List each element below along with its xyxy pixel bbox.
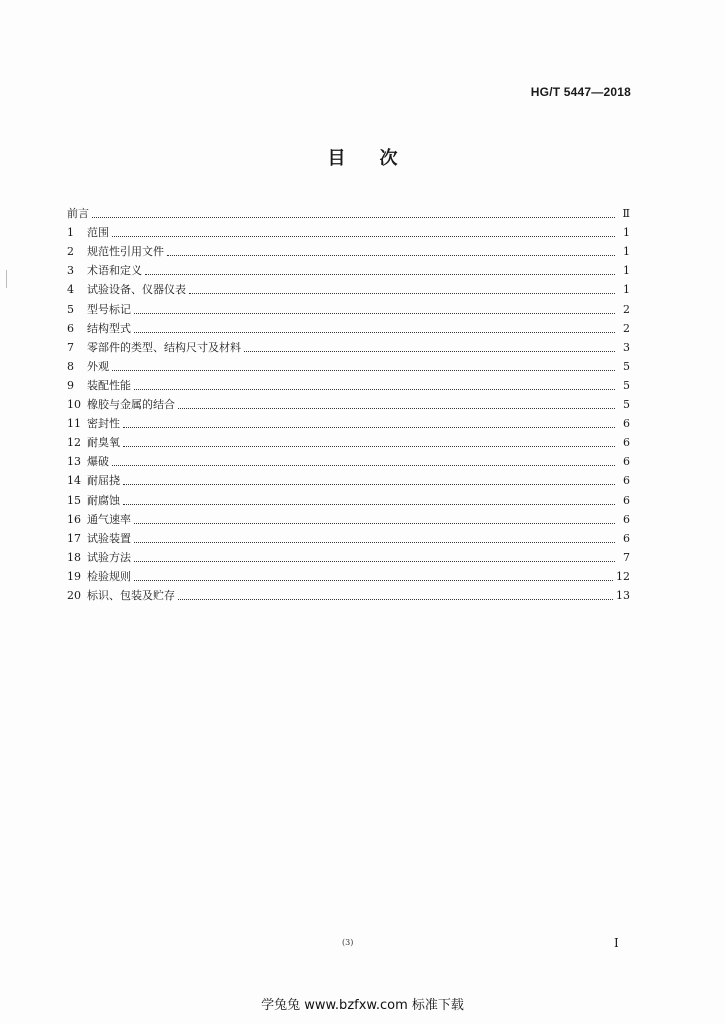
- toc-entry-label: 术语和定义: [87, 264, 142, 278]
- toc-entry-number: 6: [67, 321, 74, 335]
- toc-entry-label: 试验设备、仪器仪表: [87, 283, 186, 297]
- toc-entry-label: 通气速率: [87, 512, 131, 526]
- toc-entry-number: 1: [67, 226, 74, 240]
- toc-title-char-1: 目: [327, 148, 346, 169]
- toc-entry-number: 7: [67, 340, 74, 354]
- toc-entry-number: 10: [67, 398, 81, 412]
- toc-entry-label: 外观: [87, 359, 109, 373]
- toc-entry-number: 14: [67, 474, 81, 488]
- toc-entry-17[interactable]: [67, 527, 630, 546]
- toc-leader-dots: [244, 337, 615, 352]
- toc-entry-label: 耐腐蚀: [87, 493, 120, 507]
- toc-title: [0, 144, 725, 170]
- toc-entry-page: 6: [623, 474, 630, 488]
- toc-entry-page: 1: [623, 264, 630, 278]
- toc-entry-14[interactable]: [67, 469, 630, 488]
- toc-leader-dots: [123, 413, 615, 428]
- toc-leader-dots: [178, 394, 615, 409]
- toc-leader-dots: [112, 451, 615, 466]
- toc-entry-label: 型号标记: [87, 302, 131, 316]
- toc-entry-10[interactable]: [67, 393, 630, 412]
- toc-entry-label: 试验方法: [87, 550, 131, 564]
- toc-entry-page: 2: [623, 321, 630, 335]
- toc-entry-number: 8: [67, 359, 74, 373]
- toc-entry-3[interactable]: [67, 259, 630, 278]
- toc-leader-dots: [189, 279, 615, 294]
- toc-entry-number: 9: [67, 378, 74, 392]
- toc-entry-page: 1: [623, 283, 630, 297]
- toc-entry-18[interactable]: [67, 546, 630, 565]
- toc-entry-page: 6: [623, 455, 630, 469]
- toc-entry-label: 密封性: [87, 417, 120, 431]
- toc-entry-9[interactable]: [67, 374, 630, 393]
- toc-entry-number: 11: [67, 417, 81, 431]
- toc-entry-number: 18: [67, 550, 81, 564]
- toc-entry-number: 5: [67, 302, 74, 316]
- toc-entry-page: 6: [623, 531, 630, 545]
- toc-entry-number: 3: [67, 264, 74, 278]
- toc-entry-label: 橡胶与金属的结合: [87, 398, 175, 412]
- toc-leader-dots: [134, 299, 615, 314]
- toc-entry-label: 范围: [87, 226, 109, 240]
- toc-entry-label: 规范性引用文件: [87, 245, 164, 259]
- toc-entry-foreword[interactable]: [67, 202, 630, 221]
- page-number: I: [614, 936, 619, 950]
- toc-entry-page: 13: [616, 588, 630, 602]
- toc-leader-dots: [134, 547, 615, 562]
- toc-entry-label: 装配性能: [87, 378, 131, 392]
- toc-entry-page: 6: [623, 512, 630, 526]
- toc-leader-dots: [145, 260, 615, 275]
- toc-entry-number: 15: [67, 493, 81, 507]
- toc-entry-number: 13: [67, 455, 81, 469]
- toc-leader-dots: [134, 318, 615, 333]
- toc-leader-dots: [134, 566, 613, 581]
- toc-entry-page: 6: [623, 493, 630, 507]
- toc-entry-number: 2: [67, 245, 74, 259]
- watermark-text: 学兔兔 www.bzfxw.com 标准下载: [261, 998, 464, 1013]
- toc-entry-label: 耐屈挠: [87, 474, 120, 488]
- toc-title-char-2: 次: [379, 148, 398, 169]
- toc-entry-label: 前言: [67, 207, 89, 221]
- toc-leader-dots: [123, 432, 615, 447]
- toc-entry-page: 5: [623, 359, 630, 373]
- toc-entry-page: 1: [623, 245, 630, 259]
- toc-entry-11[interactable]: [67, 412, 630, 431]
- toc-entry-page: 2: [623, 302, 630, 316]
- toc-entry-label: 零部件的类型、结构尺寸及材料: [87, 340, 241, 354]
- toc-leader-dots: [134, 528, 615, 543]
- toc-leader-dots: [178, 585, 613, 600]
- footer-mark: (3): [342, 938, 354, 947]
- toc-entry-12[interactable]: [67, 431, 630, 450]
- toc-entry-label: 爆破: [87, 455, 109, 469]
- toc-leader-dots: [167, 241, 615, 256]
- toc-entry-8[interactable]: [67, 355, 630, 374]
- toc-leader-dots: [123, 490, 615, 505]
- toc-entry-page: 1: [623, 226, 630, 240]
- toc-entry-number: 20: [67, 588, 81, 602]
- toc-entry-4[interactable]: [67, 278, 630, 297]
- toc-entry-label: 耐臭氧: [87, 436, 120, 450]
- toc-entry-13[interactable]: [67, 450, 630, 469]
- toc-leader-dots: [134, 509, 615, 524]
- toc-entry-number: 17: [67, 531, 81, 545]
- toc-entry-6[interactable]: [67, 317, 630, 336]
- toc-entry-15[interactable]: [67, 488, 630, 507]
- toc-leader-dots: [123, 470, 615, 485]
- toc-entry-number: 4: [67, 283, 74, 297]
- toc-entry-page: 7: [623, 550, 630, 564]
- toc-entry-label: 检验规则: [87, 569, 131, 583]
- toc-entry-7[interactable]: [67, 336, 630, 355]
- toc-entry-2[interactable]: [67, 240, 630, 259]
- toc-entry-1[interactable]: [67, 221, 630, 240]
- toc-entry-page: 12: [616, 569, 630, 583]
- toc-entry-16[interactable]: [67, 508, 630, 527]
- toc-entry-label: 结构型式: [87, 321, 131, 335]
- toc-entry-page: 6: [623, 436, 630, 450]
- toc-entry-5[interactable]: [67, 297, 630, 316]
- toc-entry-label: 标识、包装及贮存: [87, 588, 175, 602]
- toc-leader-dots: [134, 375, 615, 390]
- toc-entry-page: 5: [623, 398, 630, 412]
- toc-entry-page: 3: [623, 340, 630, 354]
- toc-entry-20[interactable]: [67, 584, 630, 603]
- toc-leader-dots: [112, 222, 615, 237]
- toc-entry-page: 5: [623, 378, 630, 392]
- toc-entry-page: Ⅱ: [622, 207, 630, 221]
- toc-entry-number: 19: [67, 569, 81, 583]
- toc-entry-label: 试验装置: [87, 531, 131, 545]
- toc-leader-dots: [92, 203, 615, 218]
- toc-leader-dots: [112, 356, 615, 371]
- scan-artifact: [6, 270, 7, 288]
- toc-entry-number: 12: [67, 436, 81, 450]
- standard-code: HG/T 5447—2018: [530, 85, 631, 99]
- toc-entry-number: 16: [67, 512, 81, 526]
- toc-entry-19[interactable]: [67, 565, 630, 584]
- table-of-contents: [67, 202, 630, 603]
- toc-entry-page: 6: [623, 417, 630, 431]
